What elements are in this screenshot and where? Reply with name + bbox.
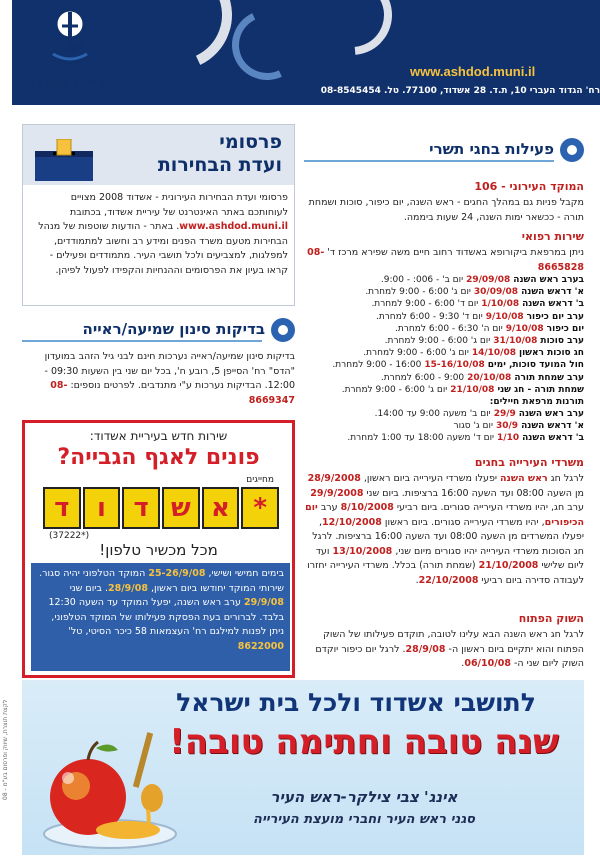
hearing-title: בדיקות סינון שמיעה/ראייה [82,320,265,338]
offices-text: ועד ליום שלישי [315,545,584,571]
hearing-text: בדיקות סינון שמיעה/ראייה נערכות חינם לבני גיל הזהב במועדון "הדס" רח' הסייפן 5, רובע ח', בכל יום שני בין השעות 09:30 - 12:00. הבדיקות נערכות ע"י מתנדבים. לפרטים נוספים: [44,351,295,391]
schedule-date: 30/9 [495,421,519,432]
schedule-date: 9/10/08 [505,323,544,334]
schedule-date: 15-16/10/08 [424,360,485,371]
elections-card-header [23,125,294,185]
service-headline: פונים לאגף הגבייה? [57,445,260,470]
market-text: . לרגל יום כיפור יוקדם השוק ליום שני ה- [315,643,584,669]
schedule-day: שמחת תורה - חג שני [497,384,584,395]
service-subtitle: שירות חדש בעיריית אשדוד: [89,429,228,443]
section-bullet-icon [560,138,584,162]
elections-title [132,131,282,177]
service-info-text: בימים חמישי ושישי, [205,568,284,579]
schedule-date: 29/9 [493,409,516,420]
schedule-day: בערב ראש השנה [513,275,584,285]
schedule-row [304,396,584,408]
service-info-text: . ביום שני [69,582,108,594]
offices-text: (שמחת תורה) בכלל. משרדי העירייה יחזרו לעבודה סדירה ביום רביעי [307,560,584,586]
offices-highlight: 8/10/2008 [340,502,394,513]
activities-title: פעילות בחגי תשרי [429,140,554,158]
dial-tile: ו [83,487,121,529]
elections-body-text [31,191,288,278]
schedule-row [304,274,584,286]
offices-text: ערב [317,502,341,513]
hearing-section-header [22,318,295,344]
schedule-hours: יום ג' סגור [453,421,493,432]
hotline-body: מקבל פניות גם במהלך החגים - ראש השנה, יום כיפור, סוכות ושמחת תורה - ככשאר ימות השנה, 24 שעות ביממה. [308,197,584,223]
dial-code-tiles [43,487,279,529]
offices-text: מן השעה 08:00 ועד השעה 16:00 ברציפות. ביום שני [363,487,584,499]
decorative-swirl [296,0,409,71]
schedule-hours: יום ג' 6:00 - 9:00 למחרת. [363,348,469,359]
logo-caption: עיריית אשדוד [18,74,122,93]
schedule-date: 14/10/08 [471,348,516,359]
banner-greeting-line2: שנה טובה וחתימה טובה! [169,722,559,762]
header-address: רח' הגדוד העברי 10, ת.ד. 28 אשדוד, 77100. טל. 08-8545454 [320,86,600,96]
schedule-hours: יום ד' 6:00 - 9:00 למחרת. [371,299,479,310]
market-body [304,628,584,672]
service-info-date: 28/9/08 [107,582,148,594]
medical-text: ניתן במרפאת ביקורופא באשדוד רחוב חיים משה שפירא מרכז ד' [324,247,584,258]
market-date: 06/10/08 [464,658,511,669]
market-section [304,612,584,674]
hearing-body-text [22,350,295,408]
offices-highlight: 29/9/2008 [310,487,364,499]
service-info-text: ערב ראש השנה, יפעל המוקד עד השעה 12:30 בלבד. לברורים בעת הפסקת פעילותו של המוקד הטלפוני, ניתן לפנות למילגם רח' העצמאות 58 כיכר הסיטי, טל' [48,597,284,638]
schedule-row [304,408,584,420]
hearing-phone: 08-8669347 [50,380,295,406]
logo-emblem-text: אשדוד [59,60,81,68]
market-title: השוק הפתוח [518,612,584,625]
hotline-title: המוקד העירוני - 106 [474,180,584,193]
schedule-hours: יום ב' - 006: - 9:00. [380,275,464,285]
schedule-date: 9/10/08 [485,311,524,322]
section-divider [22,340,262,342]
schedule-hours: יום ג' 6:00 - 9:00 למחרת. [384,335,491,346]
service-info-text: המוקד הטלפוני יהיה סגור. שירותי המוקד יחודשו ביום ראשון, [39,568,284,594]
offices-section [304,456,584,596]
market-text: . [461,658,465,669]
schedule-hours: יום ב' משעה 9:00 עד 14:00. [374,409,491,420]
schedule-day: חג סוכות ראשון [519,348,584,359]
schedule-day: ב' דראש השנה [522,433,584,444]
service-info-date: 25-26/9/08 [148,568,206,579]
schedule-row [304,359,584,371]
medical-phone: 08-8665828 [307,247,584,273]
offices-text: , יפעלו המשרדים מן השעה 08:00 ועד השעה 16:00 ברציפות. לרגל חג הסוכות משרדי העירייה יהיו סגורים מיום שני, [312,516,584,557]
city-logo [15,6,125,98]
schedule-row [304,298,584,310]
service-info-phone: 8622000 [237,640,284,652]
schedule-date: 31/10/08 [493,335,538,346]
schedule-date: 21/10/08 [450,384,495,395]
schedule-day: חול המועד סוכות, ימים [487,360,584,371]
schedule-row [304,384,584,396]
offices-highlight: יום הכיפורים [305,502,584,528]
schedule-day: תורנות מרפאת חיילים: [489,396,584,407]
banner-signature-council: סגני ראש העיר וחברי מועצת העירייה [253,812,475,827]
schedule-date: 1/10 [497,433,520,444]
schedule-hours: יום ה' 6:30 - 6:00 למחרת. [395,323,503,334]
schedule-day: ערב יום כיפור [526,311,584,322]
schedule-row [304,372,584,384]
schedule-day: ערב סוכות [540,335,584,346]
dial-tile: * [241,487,279,529]
schedule-hours: יום ג' 6:00 - 9:00 למחרת. [365,287,471,298]
schedule-hours: יום ד' משעה 18:00 עד 1:00 למחרת. [347,433,495,444]
schedule-row [304,335,584,347]
service-dial-label: מחייגים [246,475,274,485]
elections-url-link[interactable]: www.ashdod.muni.il [179,221,288,232]
offices-text: יפעלו משרדי העירייה ביום ראשון, [360,473,501,484]
banner-greeting-line1: לתושבי אשדוד ולכל בית ישראל [176,688,536,717]
offices-highlight: 13/10/2008 [332,545,393,557]
offices-highlight: 12/10/2008 [322,516,382,528]
service-any-phone: מכל מכשיר טלפון! [99,541,218,559]
offices-body [304,472,584,588]
section-divider [304,160,554,162]
schedule-row [304,286,584,298]
decorative-swirl [222,0,312,90]
market-text: לרגל חג ראש השנה הבא עלינו לטובה, תוקדם פעילותו של השוק הפתוח והוא יתקיים ביום ראשון ה- [323,629,584,655]
schedule-hours: יום ג' 6:00 - 9:00 למחרת. [341,384,448,395]
schedule-hours: 16:00 - 9:00 למחרת. [332,360,422,371]
elections-text-b: . באתר - הודעות שוטפות של מנהל הבחירות מטעם משרד הפנים ומידע רב וחשוב למתמודדים, למפלגות, למצביעים ולכל תושבי העיר. מתמודדים ופעילים - קראו בעיון את הפרסומים וההנחיות והקפידו לפעול לפיהן. [38,221,288,276]
medical-section [304,230,584,274]
offices-title: משרדי העירייה בחגים [474,456,584,469]
schedule-date: 20/10/08 [467,372,512,383]
offices-highlight: ראש השנה [500,473,548,484]
schedule-row [304,347,584,359]
section-bullet-icon [271,318,295,342]
dial-tile: ש [162,487,200,529]
activities-section-header [304,138,584,164]
offices-highlight: 22/10/2008 [418,574,479,586]
schedule-date: 30/09/08 [473,287,519,298]
schedule-date: 1/10/08 [481,299,520,310]
offices-highlight: 21/10/2008 [478,560,539,571]
market-date: 28/9/08 [405,643,446,655]
offices-text: ערב חג, יהיו משרדי העירייה סגורים. ביום רביעי [393,502,584,513]
dial-tile: ד [43,487,81,529]
medical-title: שירות רפואי [521,230,584,243]
elections-text-a: פרסומי ועדת הבחירות העירונית - אשדוד 2008 מצויים לעוחותכם באתר האינטרנט של עיריית אשדוד, בכתובת [69,192,288,218]
schedule-day: ערב שמחת תורה [514,372,584,383]
elections-notice-card [22,124,295,306]
anchor-emblem-icon [45,6,95,68]
printer-credit: לקצת תוצרת, שיווק ופרסום בע"מ - 08 [2,700,9,801]
dial-tile: ד [122,487,160,529]
schedule-day: ב' דראש השנה [522,299,584,310]
schedule-row [304,311,584,323]
service-info-date: 29/9/08 [244,597,284,609]
site-url-link[interactable]: www.ashdod.muni.il [410,64,536,79]
medical-schedule [304,274,584,445]
new-year-greeting-banner [22,680,584,855]
ballot-box-icon [33,139,95,183]
billing-service-card [22,420,295,678]
schedule-hours: יום ד' 9:30 - 6:00 למחרת. [375,311,483,322]
schedule-day: א' דראש השנה [521,421,584,432]
schedule-row [304,323,584,335]
schedule-hours: 9:00 - 6:00 למחרת. [380,372,465,383]
decorative-swirl [107,0,248,85]
offices-text: , יהיו משרדי העירייה סגורים. ביום ראשון [381,516,545,528]
elections-title-line1: פרסומי [219,131,282,153]
schedule-day: ערב ראש השנה [518,409,584,420]
offices-highlight: 28/9/2008 [307,473,361,484]
schedule-day: א' דראש השנה [521,287,584,298]
service-info-box [31,563,290,671]
elections-title-line2: ועדת הבחירות [157,154,282,176]
schedule-date: 29/09/08 [466,275,511,285]
schedule-day: יום כיפור [546,323,584,334]
banner-signature-mayor: אינג' צבי צילקר-ראש העיר [270,788,458,806]
dial-tile: א [202,487,240,529]
offices-text: . [415,574,419,586]
dial-code-number: (37222*) [49,531,90,541]
schedule-row [304,420,584,432]
medical-body [304,246,584,275]
offices-text: לרגל חג [547,473,584,484]
schedule-row [304,432,584,444]
